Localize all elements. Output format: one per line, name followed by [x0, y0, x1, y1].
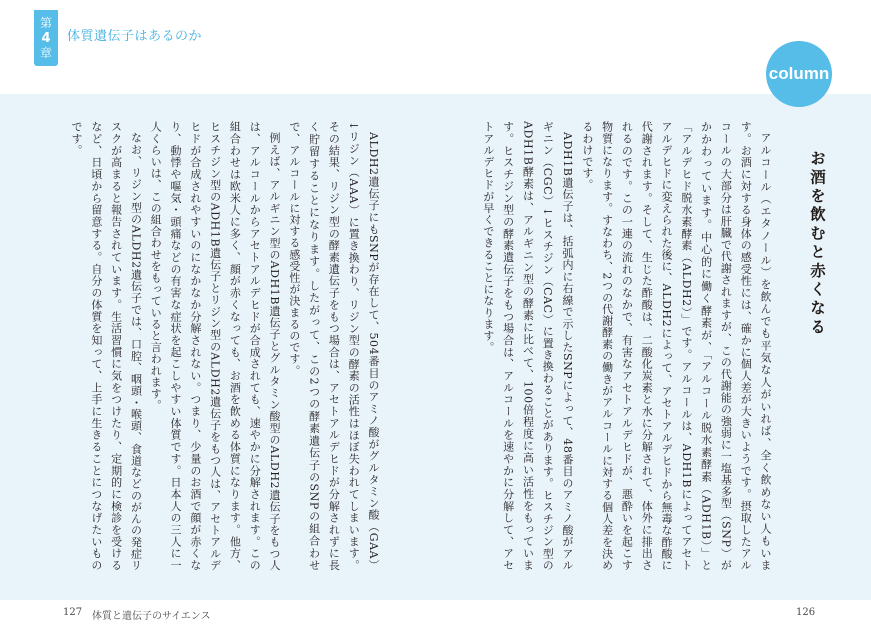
left-page-body: [48, 121, 383, 571]
paragraph: なお、リジン型のALDH2遺伝子では、口腔、咽頭・喉頭、食道などのがんの発症リスクが高まると報告されています。生活習慣に気をつけたり、定期的に検診を受けるなど、日頃から留意する。自分の体質を知って、上手に生きることにつなげたいものです。: [70, 121, 143, 571]
left-page-number: 127: [63, 607, 83, 618]
paragraph: ADH1B遺伝子は、括弧内に右線で示したSNPによって、48番目のアミノ酸がアルギニン（CGC）↓ヒスチジン（CAC）に置き換わることがあります。ヒスチジン型のADH1B酵素は、アルギニン型の酵素に比べて、100倍程度に高い活性をもっています。ヒスチジン型の酵素遺伝子をもつ場合は、アルコールを速やかに分解して、アセトアルデヒドが早くできることになります。: [481, 121, 575, 571]
chapter-label-bottom: 章: [39, 45, 52, 60]
chapter-number: 4: [41, 30, 51, 46]
chapter-tab: [34, 10, 58, 66]
column-badge: column: [766, 41, 832, 107]
paragraph: 例えば、アルギニン型のADH1B遺伝子とグルタミン酸型のALDH2遺伝子をもつ人は、アルコールからアセトアルデヒドが合成されても、速やかに分解されます。この組合わせは欧米人に多く、顔が赤くなっても、お酒を飲める体質になります。他方、ヒスチジン型のADH1B遺伝子とリジン型のALDH2遺伝子をもつ人は、アセトアルデヒドが合成されやすいのになかなか分解されない。つまり、少量のお酒で顔が赤くなり、動悸や嘔気・頭痛などの有害な症状を起こしやすい体質です。日本人の三人に一人くらいは、この組合わせをもっていると言われます。: [149, 121, 282, 571]
paragraph: ALDH2遺伝子にもSNPが存在して、504番目のアミノ酸がグルタミン酸（GAA）↓リジン（AAA）に置き換わり、リジン型の酵素の活性はほぼ失われてしまいます。その結果、リジン型の酵素遺伝子をもつ場合は、アセトアルデヒドが分解されずに長く貯留することになります。したがって、この2つの酵素遺伝子のSNPの組合わせで、アルコールに対する感受性が決まるのです。: [287, 121, 380, 571]
chapter-label-top: 第: [39, 15, 52, 30]
right-page-number: 126: [796, 607, 816, 618]
article-title: お酒を飲むと赤くなる: [808, 150, 826, 337]
running-title: 体質と遺伝子のサイエンス: [92, 611, 211, 622]
right-page-body: [481, 121, 775, 571]
paragraph: アルコール（エタノール）を飲んでも平気な人がいれば、全く飲めない人もいます。お酒に対する身体の感受性には、確かに個人差が大きいようです。摂取したアルコールの大部分は肝臓で代謝されますが、この代謝能の強弱に一塩基多型（SNP）がかかわっています。中心的に働く酵素が、「アルコール脱水素酵素（ADH1B）」と「アルデヒド脱水素酵素（ALDH2）」です。アルコールは、ADH1Bによってアセトアルデヒドに変えられた後に、ALDH2によって、アセトアルデヒドから無毒な酢酸に代謝されます。そして、生じた酢酸は、二酸化炭素と水に分解されて、体外に排出されるのです。この一連の流れのなかで、有害なアセトアルデヒドが、悪酔いを起こす物質になります。すなわち、2つの代謝酵素の働きがアルコールに対する個人差を決めるわけです。: [580, 121, 772, 571]
chapter-title: 体質遺伝子はあるのか: [67, 29, 203, 44]
